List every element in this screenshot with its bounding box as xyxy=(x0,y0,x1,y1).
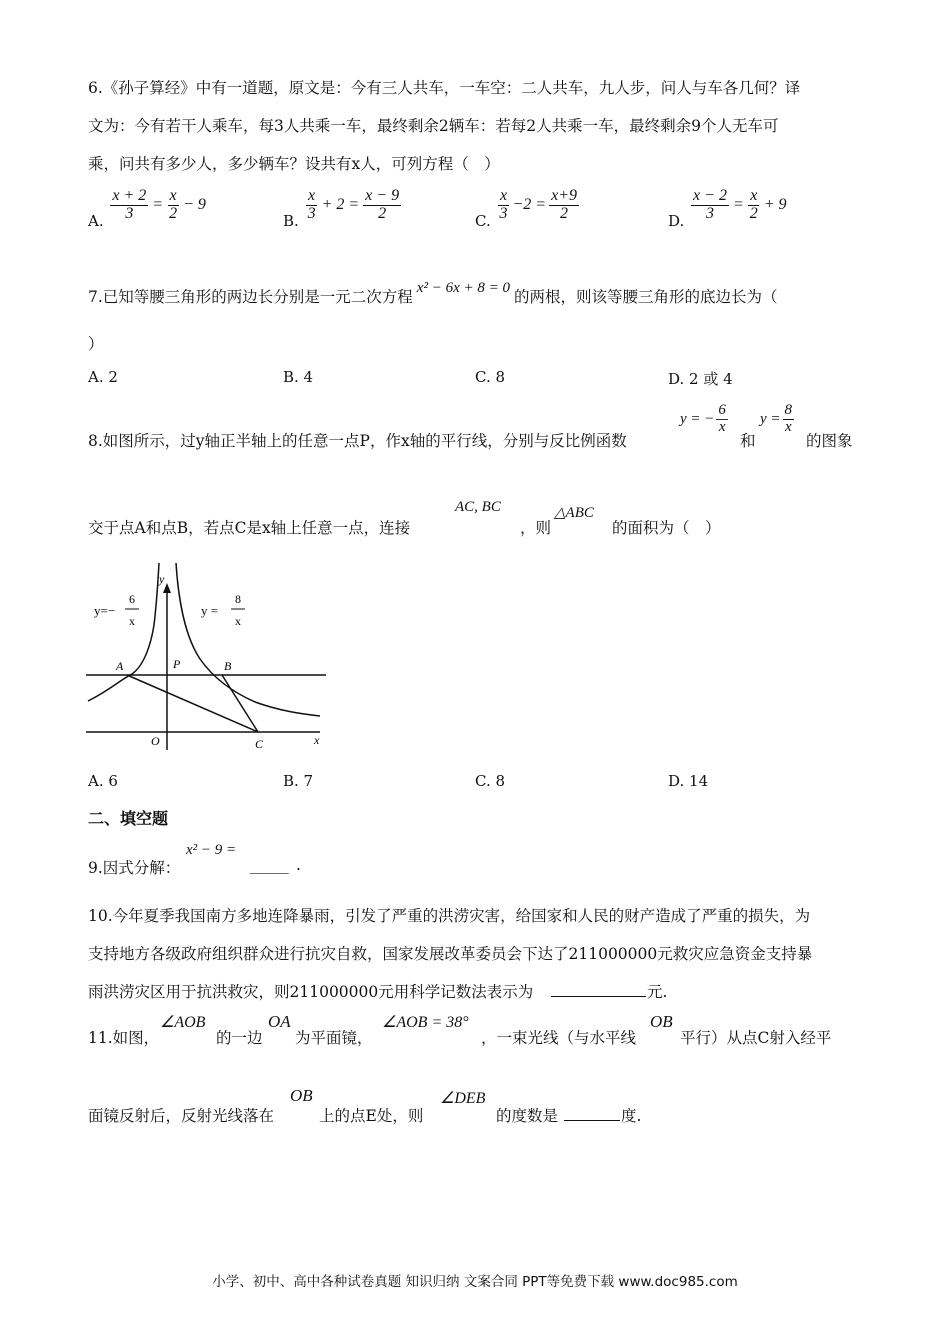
function-lhs: y = − xyxy=(680,410,715,427)
fraction-denominator: 2 xyxy=(560,204,569,222)
q10-line3-suffix: 元. xyxy=(647,983,668,1001)
equals-sign: = xyxy=(732,196,744,214)
curve-right xyxy=(176,563,320,716)
q7-prefix: 7.已知等腰三角形的两边长分别是一元二次方程 xyxy=(88,288,413,306)
fraction-numerator: x − 9 xyxy=(365,187,400,204)
fraction-numerator: x+9 xyxy=(551,187,577,204)
q8-function-2 xyxy=(760,403,794,436)
q10-line2: 支持地方各级政府组织群众进行抗灾自救，国家发展改革委员会下达了211000000元救灾应急资金支持暴 xyxy=(88,945,813,963)
fraction-numerator: x xyxy=(499,187,508,204)
q11-angle-value: ∠AOB = 38° xyxy=(382,1014,469,1031)
section-heading: 二、填空题 xyxy=(88,809,169,828)
fraction-numerator: x xyxy=(308,187,316,204)
q7-option-d[interactable]: D. 2 或 4 xyxy=(668,370,733,388)
q9-period: . xyxy=(296,856,301,874)
label-origin: O xyxy=(151,734,160,748)
fraction-denominator: 2 xyxy=(378,204,387,222)
q8-option-c[interactable]: C. 8 xyxy=(475,772,506,790)
q7-line1 xyxy=(88,280,778,307)
label-x-axis: x xyxy=(314,733,320,747)
q7-equation: x² − 6x + 8 = 0 xyxy=(416,280,510,296)
page-footer: 小学、初中、高中各种试卷真题 知识归纳 文案合同 PPT等免费下载 www.doc985.com xyxy=(212,1274,738,1290)
fraction-numerator: x xyxy=(169,187,177,204)
equation-middle: −2 = xyxy=(512,196,547,214)
equals-sign: = xyxy=(152,196,164,214)
q8-option-b[interactable]: B. 7 xyxy=(283,772,314,790)
equation-middle: + 2 = xyxy=(321,196,360,214)
q8-and: 和 xyxy=(740,432,756,450)
option-label: D. xyxy=(668,212,685,230)
label-left-function-den: x xyxy=(129,614,135,628)
label-point-a: A xyxy=(116,659,124,673)
function-lhs: y = xyxy=(760,410,781,427)
fraction-denominator: 2 xyxy=(169,204,178,222)
q7-close: ） xyxy=(88,335,104,353)
label-right-function-num: 8 xyxy=(235,592,241,606)
q11-part2: 的一边 xyxy=(216,1029,263,1047)
label-right-function-den: x xyxy=(235,614,241,628)
label-left-function-num: 6 xyxy=(129,592,135,606)
q9-prefix: 9.因式分解： xyxy=(88,859,181,877)
fraction-numerator: 6 xyxy=(718,402,726,418)
option-label: B. xyxy=(283,212,299,230)
option-label: A. xyxy=(88,212,104,230)
q11-line2-part3: 的度数是 xyxy=(496,1107,559,1125)
fraction-denominator: x xyxy=(718,418,726,435)
q7-option-c[interactable]: C. 8 xyxy=(475,368,506,386)
q11-line2-part1: 面镜反射后，反射光线落在 xyxy=(88,1107,275,1125)
q8-option-a[interactable]: A. 6 xyxy=(88,772,118,790)
q8-line2-suffix: 的面积为（ ） xyxy=(612,519,721,537)
fraction-numerator: x + 2 xyxy=(112,187,147,204)
fraction-denominator: 3 xyxy=(706,204,714,222)
fraction-numerator: x xyxy=(750,187,758,204)
q10-line3-prefix: 雨洪涝灾区用于抗洪救灾，则211000000元用科学记数法表示为 xyxy=(88,983,534,1001)
q8-function-1 xyxy=(680,403,728,436)
fraction-numerator: x − 2 xyxy=(693,187,727,204)
fraction-denominator: 3 xyxy=(307,204,316,222)
q8-line2-prefix: 交于点A和点B，若点C是x轴上任意一点，连接 xyxy=(88,519,411,537)
q8-triangle: △ABC xyxy=(554,505,594,521)
fraction-denominator: 3 xyxy=(499,204,508,222)
q6-option-a[interactable] xyxy=(88,186,206,230)
q6-line2: 文为：今有若干人乘车，每3人共乘一车，最终剩余2辆车：若每2人共乘一车，最终剩余9个人无车可 xyxy=(88,117,779,135)
q7-suffix: 的两根，则该等腰三角形的底边长为（ xyxy=(513,288,778,306)
q8-option-d[interactable]: D. 14 xyxy=(668,772,709,790)
label-point-b: B xyxy=(224,659,232,673)
q10-line1: 10.今年夏季我国南方多地连降暴雨，引发了严重的洪涝灾害，给国家和人民的财产造成了严重的损失，为 xyxy=(88,907,811,925)
q11-part4: ，一束光线（与水平线 xyxy=(481,1029,637,1047)
fraction-denominator: 3 xyxy=(125,204,134,222)
q11-line2-part2: 上的点E处，则 xyxy=(319,1107,424,1125)
q8-graph xyxy=(80,555,340,755)
label-right-function-lhs: y = xyxy=(201,603,219,618)
q10-answer-blank[interactable] xyxy=(551,996,646,997)
q8-line1-suffix: 的图象 xyxy=(806,432,853,450)
q8-segments: AC, BC xyxy=(455,499,501,515)
q11-part1: 11.如图， xyxy=(88,1029,160,1047)
q9-answer-blank[interactable]: _____ xyxy=(250,856,289,874)
q6-line1: 6.《孙子算经》中有一道题，原文是：今有三人共车，一车空：二人共车，九人步，问人与车各几何？译 xyxy=(88,79,801,97)
q7-option-a[interactable]: A. 2 xyxy=(88,368,118,386)
q6-option-b[interactable] xyxy=(283,186,401,230)
fraction-numerator: 8 xyxy=(784,402,793,418)
q6-option-d[interactable] xyxy=(668,186,787,230)
segment-ac xyxy=(127,675,258,732)
q8-line1-prefix: 8.如图所示，过y轴正半轴上的任意一点P，作x轴的平行线，分别与反比例函数 xyxy=(88,432,627,450)
q8-comma: ，则 xyxy=(520,519,552,537)
q11-angle-aob: ∠AOB xyxy=(160,1014,206,1031)
q9-expression: x² − 9 = xyxy=(186,842,237,858)
fraction-denominator: 2 xyxy=(749,204,758,222)
q11-answer-blank[interactable] xyxy=(564,1120,620,1121)
q11-line2-part4: 度. xyxy=(621,1107,642,1125)
label-y-axis: y xyxy=(159,572,165,586)
fraction-denominator: x xyxy=(784,418,792,435)
q6-line3: 乘，问共有多少人，多少辆车？设共有x人，可列方程（ ） xyxy=(88,155,500,173)
q7-option-b[interactable]: B. 4 xyxy=(283,368,314,386)
equation-tail: − 9 xyxy=(183,196,206,214)
option-label: C. xyxy=(475,212,491,230)
label-point-p: P xyxy=(173,657,181,671)
equation-tail: + 9 xyxy=(763,196,787,214)
q11-segment-oa: OA xyxy=(268,1012,291,1031)
label-point-c: C xyxy=(255,737,264,751)
q11-angle-deb: ∠DEB xyxy=(440,1090,486,1107)
q11-segment-ob-2: OB xyxy=(290,1086,313,1105)
q11-part5: 平行）从点C射入经平 xyxy=(680,1029,832,1047)
label-left-function-lhs: y=− xyxy=(94,603,116,618)
q6-option-c[interactable] xyxy=(475,186,579,230)
q11-segment-ob: OB xyxy=(650,1012,673,1031)
curve-left xyxy=(88,563,159,701)
q11-part3: 为平面镜， xyxy=(295,1029,373,1047)
